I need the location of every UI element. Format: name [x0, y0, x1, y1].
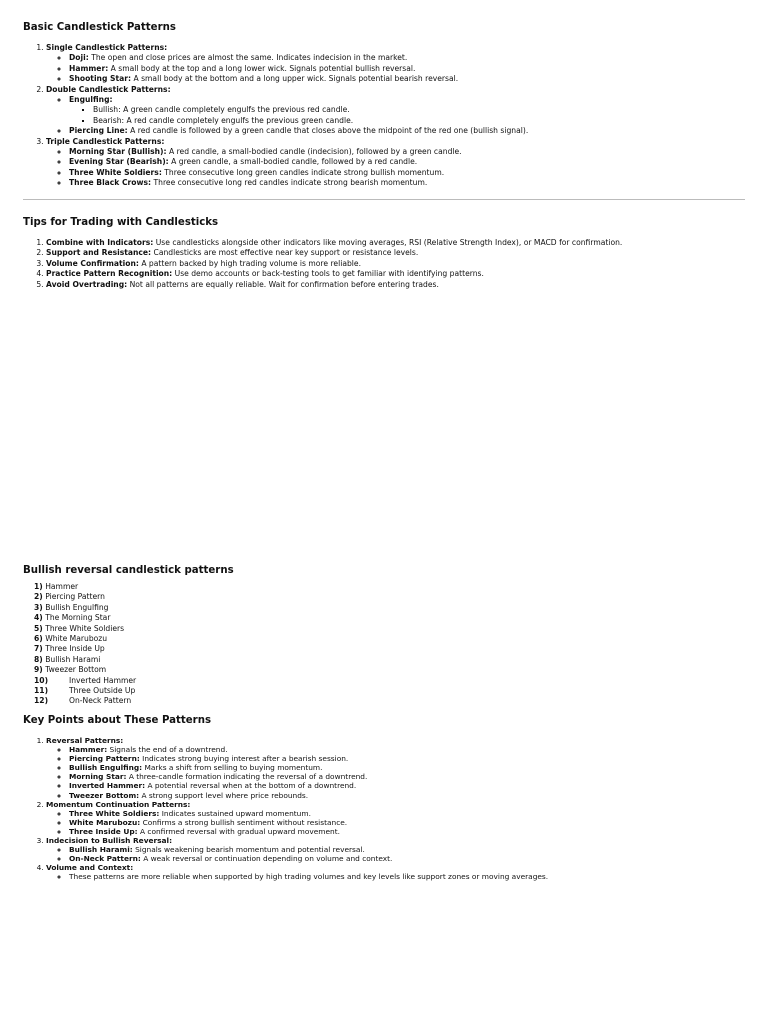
list-item [69, 809, 745, 818]
item-number: 6) [34, 633, 43, 643]
item-name: Inverted Hammer [69, 675, 137, 685]
desc: Marks a shift from selling to buying momentum. [144, 763, 323, 773]
list-item [69, 53, 745, 63]
list-item [34, 613, 745, 623]
item-number: 8) [34, 654, 43, 664]
term: Avoid Overtrading: [46, 279, 128, 289]
item-name: On-Neck Pattern [69, 696, 132, 706]
engulfing-list [69, 105, 745, 126]
list-item [69, 845, 745, 854]
desc: Signals the end of a downtrend. [109, 745, 228, 755]
list-item [69, 754, 745, 763]
term: Volume Confirmation: [46, 258, 139, 268]
list-item: ▪ Bullish: A green candle completely engulfs the previous red candle. [93, 105, 745, 115]
item-number: 9) [34, 665, 43, 675]
tips-title: Tips for Trading with Candlesticks [23, 217, 219, 228]
term: Support and Resistance: [46, 248, 152, 258]
volume-item [46, 863, 745, 881]
single-patterns-item [46, 43, 745, 85]
list-item [46, 280, 745, 290]
reversal-list [46, 745, 745, 800]
desc: The open and close prices are almost the same. Indicates indecision in the market. [91, 53, 408, 63]
desc: Three consecutive long red candles indicate strong bearish momentum. [153, 178, 428, 188]
item-name: Tweezer Bottom [45, 665, 107, 675]
term: Shooting Star: [69, 74, 132, 84]
desc: A strong support level where price rebounds. [141, 790, 309, 800]
item-name: White Marubozu [45, 633, 108, 643]
list-item [34, 582, 745, 592]
momentum-label: Momentum Continuation Patterns: [46, 799, 191, 809]
item-number: 12) [34, 696, 49, 706]
bullish-section [23, 565, 745, 707]
item-name: Bullish Harami [45, 654, 101, 664]
desc: A potential reversal when at the bottom of a downtrend. [147, 781, 357, 791]
term: Inverted Hammer: [69, 781, 146, 791]
term: Three White Soldiers: [69, 808, 160, 818]
item-number: 1) [34, 582, 43, 591]
term: Piercing Pattern: [69, 754, 140, 764]
desc: Use demo accounts or back-testing tools to get familiar with identifying patterns. [174, 269, 484, 279]
desc: Not all patterns are equally reliable. Wait for confirmation before entering trades. [129, 279, 439, 289]
list-item [69, 827, 745, 836]
desc: A weak reversal or continuation depending on volume and context. [143, 854, 393, 864]
desc: Use candlesticks alongside other indicators like moving averages, RSI (Relative Strength Index), or MACD for confirmation. [155, 238, 623, 247]
item-name: Three Inside Up [45, 644, 105, 654]
section-divider [23, 199, 745, 200]
list-item [69, 791, 745, 800]
desc: A green candle, a small-bodied candle, followed by a red candle. [171, 157, 418, 167]
desc: A three-candle formation indicating the reversal of a downtrend. [128, 772, 368, 782]
item-number: 10) [34, 675, 49, 685]
list-item [69, 178, 745, 188]
list-item [69, 818, 745, 827]
desc: Three consecutive long green candles indicate strong bullish momentum. [164, 167, 445, 177]
term: Tweezer Bottom: [69, 790, 140, 800]
double-patterns-label: Double Candlestick Patterns: [46, 84, 171, 94]
list-item [34, 655, 745, 665]
term: Doji: [69, 53, 89, 63]
engulfing-label: Engulfing: [69, 95, 113, 105]
desc: A confirmed reversal with gradual upward movement. [139, 826, 340, 836]
list-item [34, 676, 745, 686]
list-item [34, 603, 745, 613]
list-item [34, 686, 745, 696]
term: Piercing Line: [69, 126, 128, 136]
reversal-label: Reversal Patterns: [46, 736, 124, 745]
item-name: Bullish Engulfing [45, 602, 109, 612]
basic-title: Basic Candlestick Patterns [23, 22, 176, 33]
term: White Marubozu: [69, 817, 141, 827]
term: Three White Soldiers: [69, 167, 162, 177]
bullish-list [34, 582, 745, 707]
list-item [69, 781, 745, 790]
tips-section [23, 217, 745, 290]
single-patterns-list [46, 53, 745, 84]
desc: Indicates sustained upward momentum. [161, 808, 311, 818]
list-item: ▪ Bearish: A red candle completely engulfs the previous green candle. [93, 116, 745, 126]
desc: A red candle is followed by a green candle that closes above the midpoint of the red one (bullish signal). [130, 126, 529, 136]
list-item [69, 745, 745, 754]
item-number: 3) [34, 602, 43, 612]
item-number: 11) [34, 685, 49, 695]
item-number: 2) [34, 592, 43, 602]
desc: A red candle, a small-bodied candle (indecision), followed by a green candle. [168, 147, 462, 157]
list-item [69, 157, 745, 167]
item-name: Hammer [45, 582, 79, 591]
keypoints-list [23, 736, 745, 882]
item-number: 4) [34, 613, 43, 623]
double-patterns-item [46, 85, 745, 137]
list-item [34, 624, 745, 634]
list-item [69, 147, 745, 157]
item-number: 7) [34, 644, 43, 654]
list-item [69, 126, 745, 136]
indecision-list [46, 845, 745, 863]
momentum-item [46, 800, 745, 836]
reversal-item [46, 736, 745, 800]
term: Bullish Engulfing: [69, 763, 143, 773]
triple-patterns-label: Triple Candlestick Patterns: [46, 136, 165, 146]
single-patterns-label: Single Candlestick Patterns: [46, 43, 168, 52]
term: Evening Star (Bearish): [69, 157, 169, 167]
term: On-Neck Pattern: [69, 854, 141, 864]
term: Combine with Indicators: [46, 238, 154, 247]
momentum-list [46, 809, 745, 836]
bullish-title: Bullish reversal candlestick patterns [23, 565, 234, 576]
keypoints-section [23, 715, 745, 882]
list-item [69, 763, 745, 772]
item-name: Three Outside Up [69, 685, 136, 695]
desc: Indicates strong buying interest after a bearish session. [142, 754, 349, 764]
term: Hammer: [69, 745, 108, 755]
term: Three Inside Up: [69, 826, 138, 836]
desc: A small body at the top and a long lower wick. Signals potential bullish reversal. [110, 63, 416, 73]
term: Bullish Harami: [69, 845, 133, 855]
term: Practice Pattern Recognition: [46, 269, 173, 279]
desc: Candlesticks are most effective near key support or resistance levels. [153, 248, 419, 258]
basic-section [23, 22, 745, 189]
term: Hammer: [69, 63, 109, 73]
list-item [69, 74, 745, 84]
list-item: ◦ These patterns are more reliable when supported by high trading volumes and key levels like support zones or moving averages. [69, 872, 745, 881]
list-item [69, 64, 745, 74]
tips-list [23, 238, 745, 290]
item-name: The Morning Star [45, 613, 111, 623]
list-item [34, 696, 745, 706]
indecision-label: Indecision to Bullish Reversal: [46, 836, 173, 846]
desc: A pattern backed by high trading volume is more reliable. [141, 258, 361, 268]
volume-label: Volume and Context: [46, 863, 134, 873]
term: Three Black Crows: [69, 178, 152, 188]
list-item [34, 644, 745, 654]
basic-list [23, 43, 745, 189]
triple-patterns-item [46, 137, 745, 189]
list-item [69, 95, 745, 126]
list-item [69, 854, 745, 863]
list-item [46, 238, 745, 248]
term: Morning Star (Bullish): [69, 147, 167, 157]
list-item [46, 259, 745, 269]
double-patterns-list [46, 95, 745, 137]
volume-list [46, 872, 745, 881]
list-item [34, 634, 745, 644]
desc: Signals weakening bearish momentum and potential reversal. [135, 845, 365, 855]
item-name: Three White Soldiers [45, 623, 125, 633]
list-item [69, 772, 745, 781]
list-item [69, 168, 745, 178]
indecision-item [46, 836, 745, 863]
list-item [34, 592, 745, 602]
list-item [46, 269, 745, 279]
triple-patterns-list [46, 147, 745, 189]
list-item [34, 665, 745, 675]
keypoints-title: Key Points about These Patterns [23, 715, 212, 726]
term: Morning Star: [69, 772, 127, 782]
item-number: 5) [34, 623, 43, 633]
desc: A small body at the bottom and a long upper wick. Signals potential bearish reversal. [133, 74, 459, 84]
item-name: Piercing Pattern [45, 592, 105, 602]
list-item [46, 248, 745, 258]
desc: Confirms a strong bullish sentiment without resistance. [142, 817, 348, 827]
